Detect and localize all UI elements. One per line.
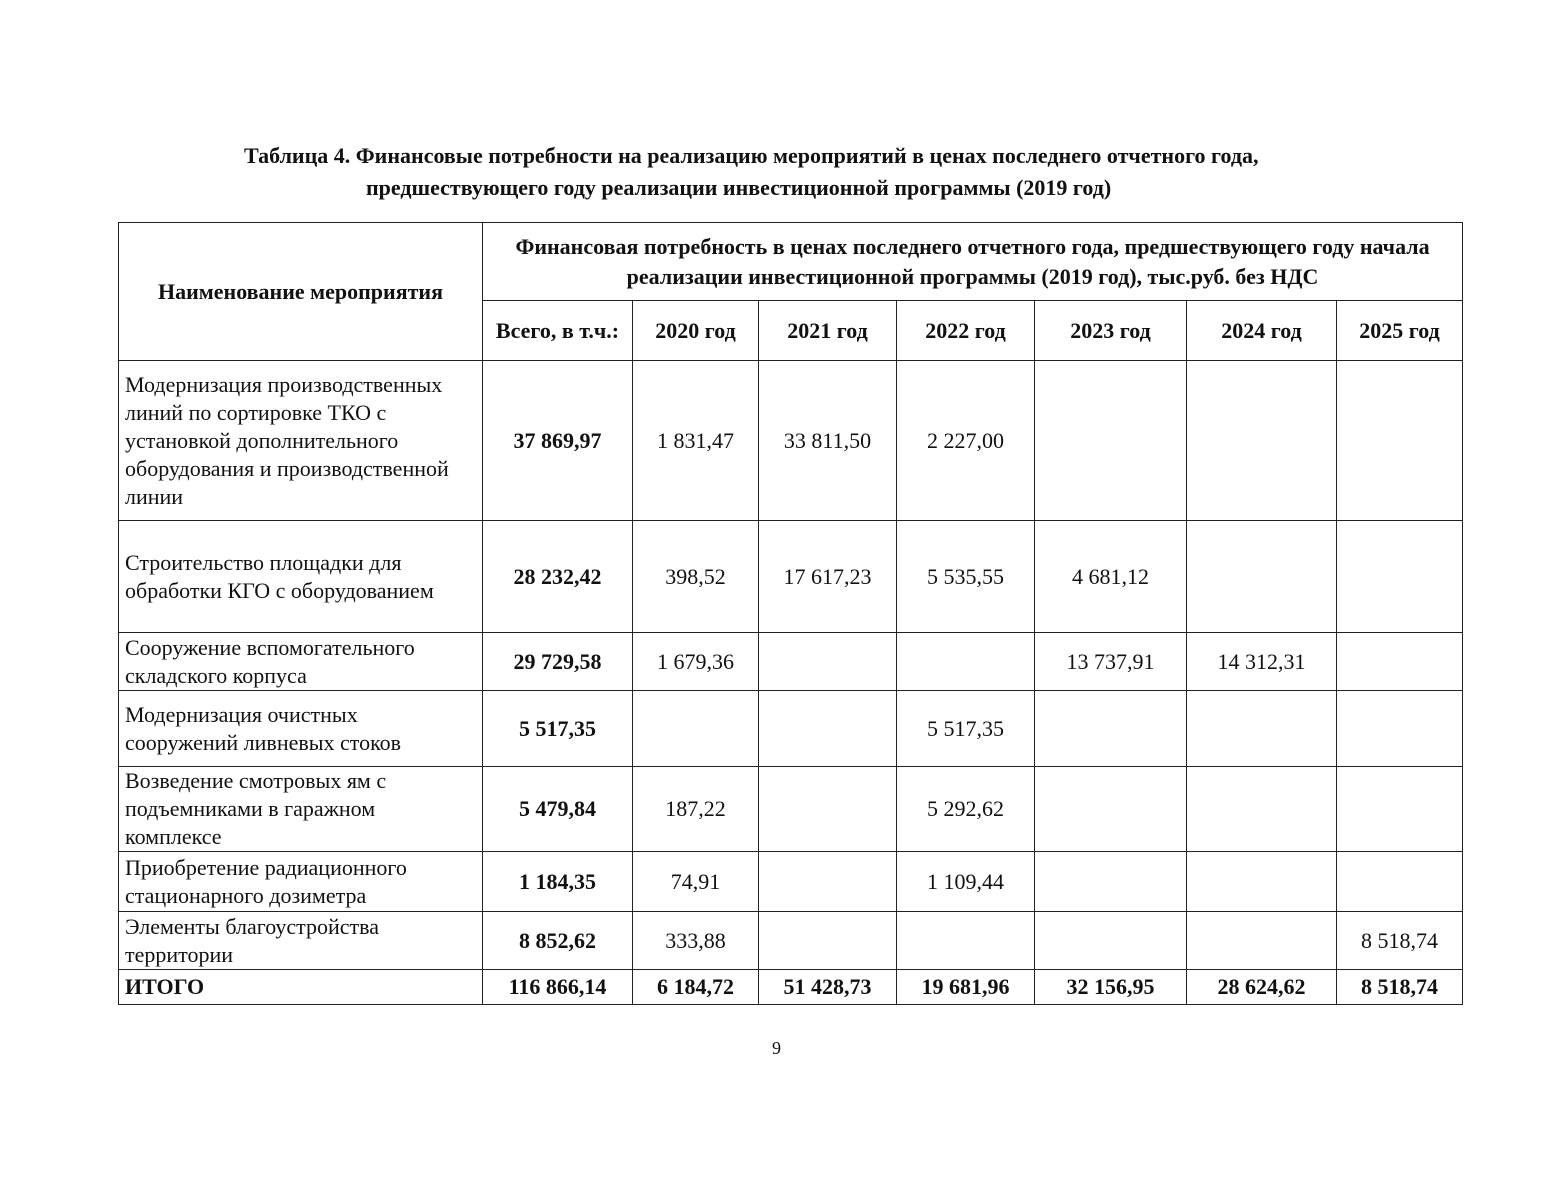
col-2022: 2022 год <box>897 301 1035 361</box>
row-name: Строительство площадки для обработки КГО с оборудованием <box>119 521 483 633</box>
row-cell: 14 312,31 <box>1187 633 1337 691</box>
row-cell: 33 811,50 <box>759 361 897 521</box>
header-name: Наименование мероприятия <box>119 223 483 361</box>
total-row <box>119 970 1463 1005</box>
col-2021: 2021 год <box>759 301 897 361</box>
row-cell <box>1035 361 1187 521</box>
total-cell: 19 681,96 <box>897 970 1035 1005</box>
row-cell <box>897 633 1035 691</box>
row-cell <box>759 767 897 852</box>
row-cell: 5 517,35 <box>897 691 1035 767</box>
row-total: 29 729,58 <box>483 633 633 691</box>
caption-line-2: предшествующего году реализации инвестиционной программы (2019 год) <box>366 175 1112 200</box>
row-cell <box>1337 852 1463 912</box>
table-row <box>119 633 1463 691</box>
row-cell <box>1187 521 1337 633</box>
col-2025: 2025 год <box>1337 301 1463 361</box>
row-cell <box>759 852 897 912</box>
total-cell: 116 866,14 <box>483 970 633 1005</box>
row-cell <box>759 633 897 691</box>
row-cell <box>1035 691 1187 767</box>
total-cell: 32 156,95 <box>1035 970 1187 1005</box>
row-cell: 74,91 <box>633 852 759 912</box>
row-total: 5 517,35 <box>483 691 633 767</box>
row-total: 5 479,84 <box>483 767 633 852</box>
table-row <box>119 767 1463 852</box>
total-cell: 51 428,73 <box>759 970 897 1005</box>
row-cell: 5 535,55 <box>897 521 1035 633</box>
row-cell: 17 617,23 <box>759 521 897 633</box>
row-cell <box>1337 767 1463 852</box>
row-cell <box>1337 691 1463 767</box>
row-cell <box>1337 521 1463 633</box>
row-name: Возведение смотровых ям с подъемниками в гаражном комплексе <box>119 767 483 852</box>
row-cell: 333,88 <box>633 912 759 970</box>
total-cell: 8 518,74 <box>1337 970 1463 1005</box>
col-2023: 2023 год <box>1035 301 1187 361</box>
row-cell <box>1187 767 1337 852</box>
row-cell <box>1187 691 1337 767</box>
page-number: 9 <box>772 1038 781 1058</box>
row-total: 37 869,97 <box>483 361 633 521</box>
row-cell <box>633 691 759 767</box>
row-total: 8 852,62 <box>483 912 633 970</box>
table-row <box>119 852 1463 912</box>
row-cell: 13 737,91 <box>1035 633 1187 691</box>
row-name: Элементы благоустройства территории <box>119 912 483 970</box>
row-cell <box>1035 912 1187 970</box>
row-name: Модернизация очистных сооружений ливневых стоков <box>119 691 483 767</box>
row-name: Сооружение вспомогательного складского корпуса <box>119 633 483 691</box>
row-cell: 5 292,62 <box>897 767 1035 852</box>
row-cell: 8 518,74 <box>1337 912 1463 970</box>
total-cell: 28 624,62 <box>1187 970 1337 1005</box>
row-cell: 1 109,44 <box>897 852 1035 912</box>
row-cell: 398,52 <box>633 521 759 633</box>
table-row <box>119 912 1463 970</box>
row-cell <box>1187 361 1337 521</box>
row-total: 1 184,35 <box>483 852 633 912</box>
row-cell <box>897 912 1035 970</box>
col-2020: 2020 год <box>633 301 759 361</box>
caption-line-1: Таблица 4. Финансовые потребности на реализацию мероприятий в ценах последнего отчетного года, <box>244 143 1259 168</box>
table-row <box>119 521 1463 633</box>
row-name: Приобретение радиационного стационарного дозиметра <box>119 852 483 912</box>
row-cell <box>1035 852 1187 912</box>
row-cell: 4 681,12 <box>1035 521 1187 633</box>
financial-needs-table <box>118 222 1463 1005</box>
row-name: Модернизация производственных линий по сортировке ТКО с установкой дополнительного оборудования и производственной линии <box>119 361 483 521</box>
row-cell: 2 227,00 <box>897 361 1035 521</box>
col-total: Всего, в т.ч.: <box>483 301 633 361</box>
total-cell: 6 184,72 <box>633 970 759 1005</box>
row-cell: 187,22 <box>633 767 759 852</box>
total-label: ИТОГО <box>119 970 483 1005</box>
header-group: Финансовая потребность в ценах последнего отчетного года, предшествующего году начала реализации инвестиционной программы (2019 год), тыс.руб. без НДС <box>483 223 1463 301</box>
row-cell: 1 831,47 <box>633 361 759 521</box>
row-cell <box>759 912 897 970</box>
row-cell <box>1035 767 1187 852</box>
row-cell <box>1337 361 1463 521</box>
table-row <box>119 691 1463 767</box>
row-cell <box>759 691 897 767</box>
row-cell <box>1187 852 1337 912</box>
row-cell <box>1187 912 1337 970</box>
row-cell: 1 679,36 <box>633 633 759 691</box>
row-cell <box>1337 633 1463 691</box>
col-2024: 2024 год <box>1187 301 1337 361</box>
table-row <box>119 361 1463 521</box>
row-total: 28 232,42 <box>483 521 633 633</box>
